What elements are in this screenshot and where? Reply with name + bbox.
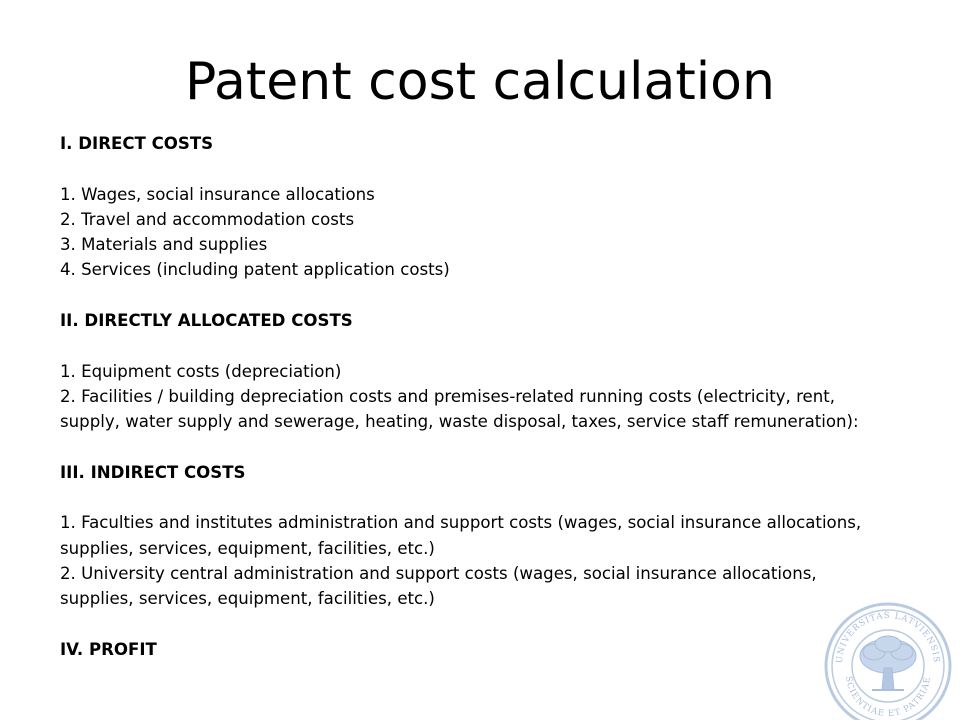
spacer (60, 435, 900, 460)
slide-title: Patent cost calculation (185, 52, 775, 112)
list-item: 4. Services (including patent application costs) (60, 260, 450, 280)
list-item: supplies, services, equipment, facilities, etc.) (60, 538, 435, 558)
spacer (60, 485, 900, 510)
section-heading-indirect-costs: III. INDIRECT COSTS (60, 462, 246, 482)
university-seal-logo (816, 598, 954, 720)
spacer (60, 333, 900, 358)
list-item: 2. Facilities / building depreciation costs and premises-related running costs (electricity, rent, (60, 386, 836, 406)
section-heading-directly-allocated-costs: II. DIRECTLY ALLOCATED COSTS (60, 311, 353, 331)
list-item: 1. Equipment costs (depreciation) (60, 361, 342, 381)
list-item: 2. Travel and accommodation costs (60, 209, 355, 229)
spacer (60, 612, 900, 637)
list-item: 2. University central administration and support costs (wages, social insurance allocations, (60, 564, 817, 584)
spacer (60, 283, 900, 308)
list-item: supply, water supply and sewerage, heating, waste disposal, taxes, service staff remuneration): (60, 412, 859, 432)
list-item: 1. Wages, social insurance allocations (60, 184, 375, 204)
section-heading-direct-costs: I. DIRECT COSTS (60, 134, 214, 153)
list-item: 3. Materials and supplies (60, 235, 268, 255)
seal-top-text: UNIVERSITAS LATVIENSIS (834, 610, 942, 664)
section-heading-profit: IV. PROFIT (60, 639, 157, 659)
spacer (60, 156, 900, 181)
cost-list (60, 131, 900, 662)
list-item: supplies, services, equipment, facilities, etc.) (60, 589, 435, 609)
seal-bottom-text: SCIENTIAE ET PATRIAE (842, 675, 934, 720)
list-item: 1. Faculties and institutes administration and support costs (wages, social insurance allocations, (60, 513, 862, 533)
oak-tree-icon (860, 636, 916, 690)
